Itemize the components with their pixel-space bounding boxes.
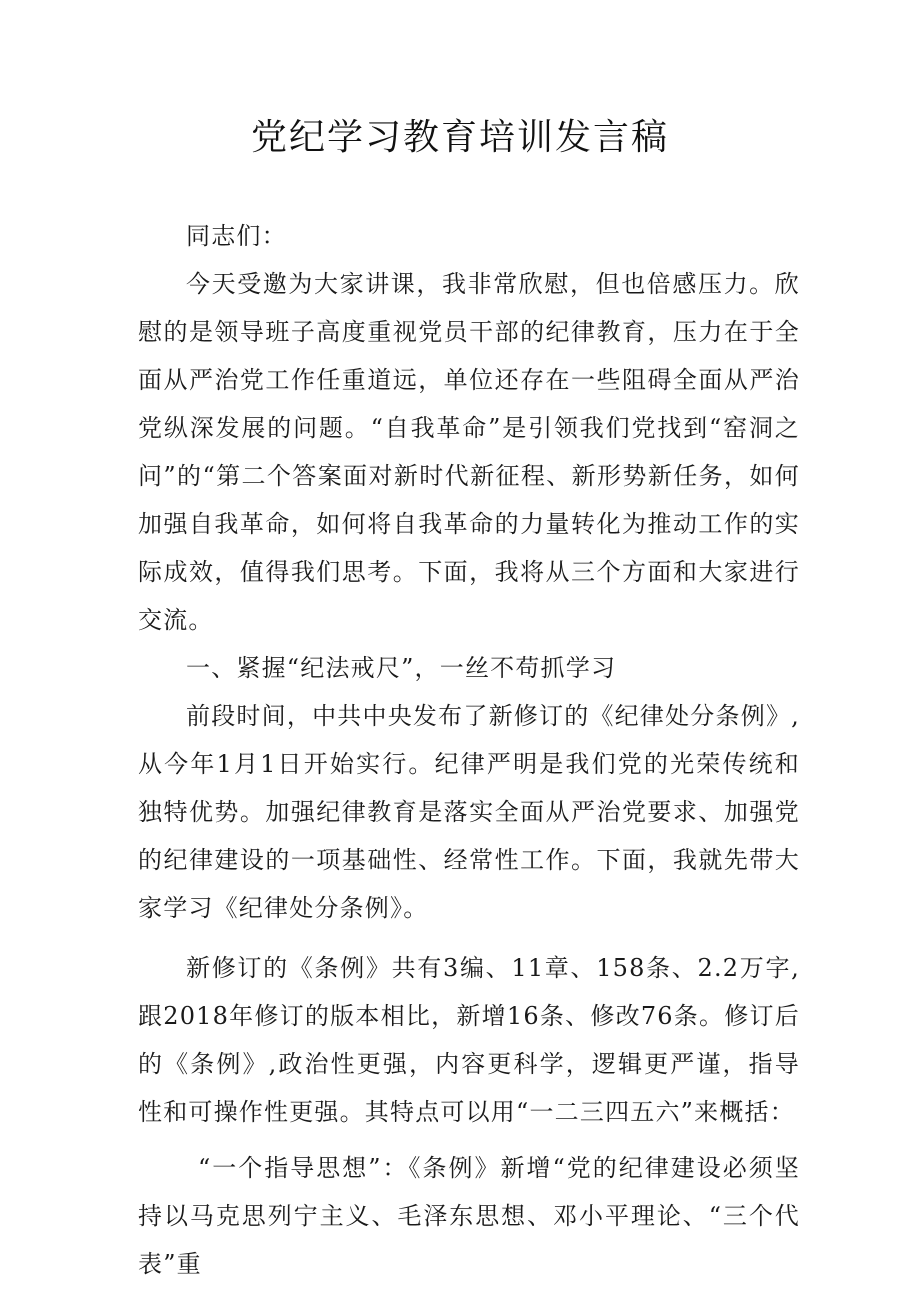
salutation: 同志们： bbox=[186, 222, 287, 250]
section-heading-1: 一、紧握“纪法戒尺”，一丝不苟抓学习 bbox=[186, 654, 617, 682]
paragraph-guiding-thought: “一个指导思想”：《条例》新增“党的纪律建设必须坚持以马克思列宁主义、毛泽东思想、邓小平理论、“三个代表”重 bbox=[138, 1154, 800, 1278]
paragraph-regulation-release: 前段时间，中共中央发布了新修订的《纪律处分条例》,从今年1月1日开始实行。纪律严明是我们党的光荣传统和独特优势。加强纪律教育是落实全面从严治党要求、加强党的纪律建设的一项基础性、经常性工作。下面，我就先带大家学习《纪律处分条例》。 bbox=[138, 702, 800, 922]
paragraph-regulation-summary: 新修订的《条例》共有3编、11章、158条、2.2万字,跟2018年修订的版本相比，新增16条、修改76条。修订后的《条例》,政治性更强，内容更科学，逻辑更严谨，指导性和可操作性更强。其特点可以用“一二三四五六”来概括： bbox=[138, 954, 800, 1126]
document-title: 党纪学习教育培训发言稿 bbox=[250, 117, 669, 158]
paragraph-intro: 今天受邀为大家讲课，我非常欣慰，但也倍感压力。欣慰的是领导班子高度重视党员干部的纪律教育，压力在于全面从严治党工作任重道远，单位还存在一些阻碍全面从严治党纵深发展的问题。“自我革命”是引领我们党找到“窑洞之问”的“第二个答案面对新时代新征程、新形势新任务，如何加强自我革命，如何将自我革命的力量转化为推动工作的实际成效，值得我们思考。下面，我将从三个方面和大家进行交流。 bbox=[138, 270, 800, 634]
document-body bbox=[138, 212, 800, 1288]
